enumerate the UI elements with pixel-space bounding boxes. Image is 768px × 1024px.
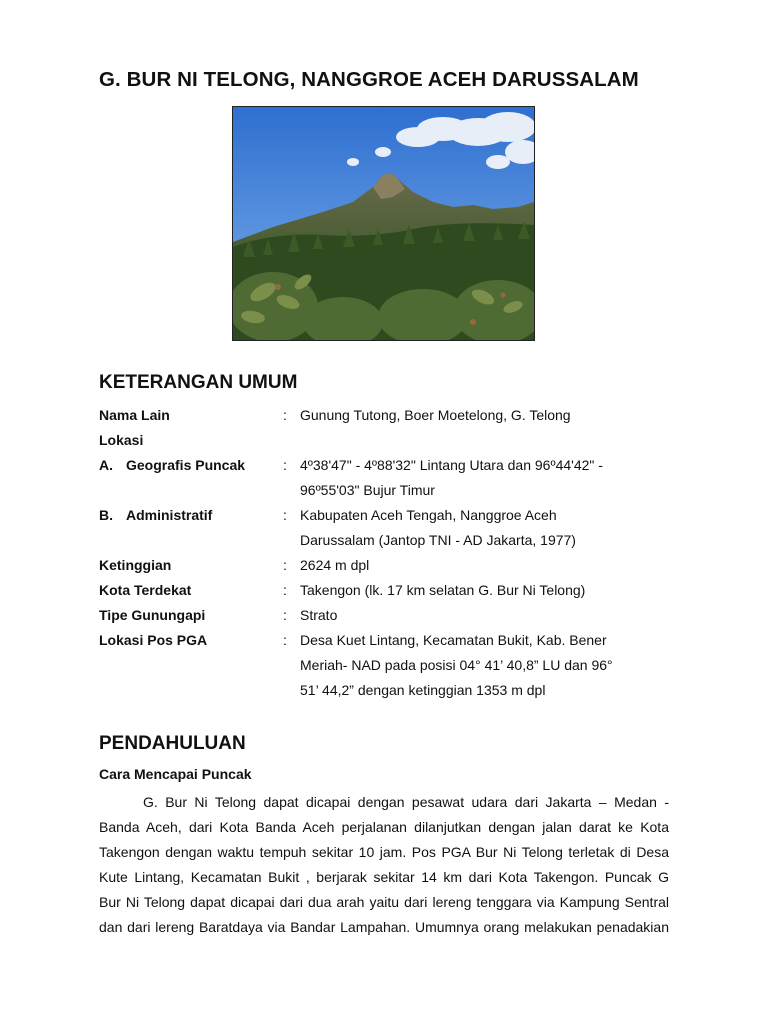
info-colon: : [283,507,287,523]
info-value [300,453,630,503]
info-value-line: Strato [300,607,338,623]
info-value [300,553,630,578]
info-value-line: 51’ 44,2” dengan ketinggian 1353 m dpl [300,682,546,698]
info-label [99,503,212,528]
info-value-line: 2624 m dpl [300,557,370,573]
info-label: Ketinggian [99,557,172,573]
info-label-letter: A. [99,457,113,473]
info-colon: : [283,632,287,648]
info-value-line: 4º38'47" - 4º88'32" Lintang Utara dan 96º44'42" - [300,457,603,473]
info-value [300,503,630,553]
info-value-line: Desa Kuet Lintang, Kecamatan Bukit, Kab. Bener [300,632,607,648]
mountain-landscape-image [233,107,534,340]
info-value-line: Gunung Tutong, Boer Moetelong, G. Telong [300,407,571,423]
subheading: Cara Mencapai Puncak [99,766,252,782]
info-colon: : [283,557,287,573]
info-value-line: Meriah- NAD pada posisi 04° 41’ 40,8” LU dan 96° [300,657,613,673]
info-colon: : [283,582,287,598]
paragraph-line: G. Bur Ni Telong dapat dicapai dengan pesawat udara dari Jakarta – Medan - [143,794,669,810]
paragraph-line: dan dari lereng Baratdaya via Bandar Lampahan. Umumnya orang melakukan penadakian [99,919,669,935]
info-label: Lokasi Pos PGA [99,632,208,648]
info-value-line: 96º55'03" Bujur Timur [300,482,435,498]
info-colon: : [283,457,287,473]
info-label: Tipe Gunungapi [99,607,206,623]
info-value [300,403,630,428]
info-label: Nama Lain [99,407,170,423]
paragraph-line: Kute Lintang, Kecamatan Bukit , berjarak sekitar 14 km dari Kota Takengon. Puncak G [99,869,669,885]
info-colon: : [283,407,287,423]
info-value-line: Kabupaten Aceh Tengah, Nanggroe Aceh [300,507,557,523]
info-value-line: Darussalam (Jantop TNI - AD Jakarta, 1977) [300,532,576,548]
info-label-text: Geografis Puncak [126,457,246,473]
paragraph-line: Takengon dengan waktu tempuh sekitar 10 jam. Pos PGA Bur Ni Telong terletak di Desa [99,844,669,860]
info-label [99,453,245,478]
info-value-line: Takengon (lk. 17 km selatan G. Bur Ni Telong) [300,582,586,598]
info-colon: : [283,607,287,623]
info-value [300,578,630,603]
info-value [300,628,630,703]
section-heading-intro: PENDAHULUAN [99,733,246,754]
info-label: Kota Terdekat [99,582,192,598]
intro-paragraph [99,790,669,940]
info-label-text: Administratif [126,507,213,523]
paragraph-line: Banda Aceh, dari Kota Banda Aceh perjalanan dilanjutkan dengan jalan darat ke Kota [99,819,669,835]
info-value [300,603,630,628]
page-title: G. BUR NI TELONG, NANGGROE ACEH DARUSSALAM [99,68,639,91]
section-heading-general: KETERANGAN UMUM [99,372,298,393]
volcano-photo [232,106,535,341]
info-label-letter: B. [99,507,113,523]
info-label: Lokasi [99,432,144,448]
paragraph-line: Bur Ni Telong dapat dicapai dari dua arah yaitu dari lereng tenggara via Kampung Sentral [99,894,669,910]
